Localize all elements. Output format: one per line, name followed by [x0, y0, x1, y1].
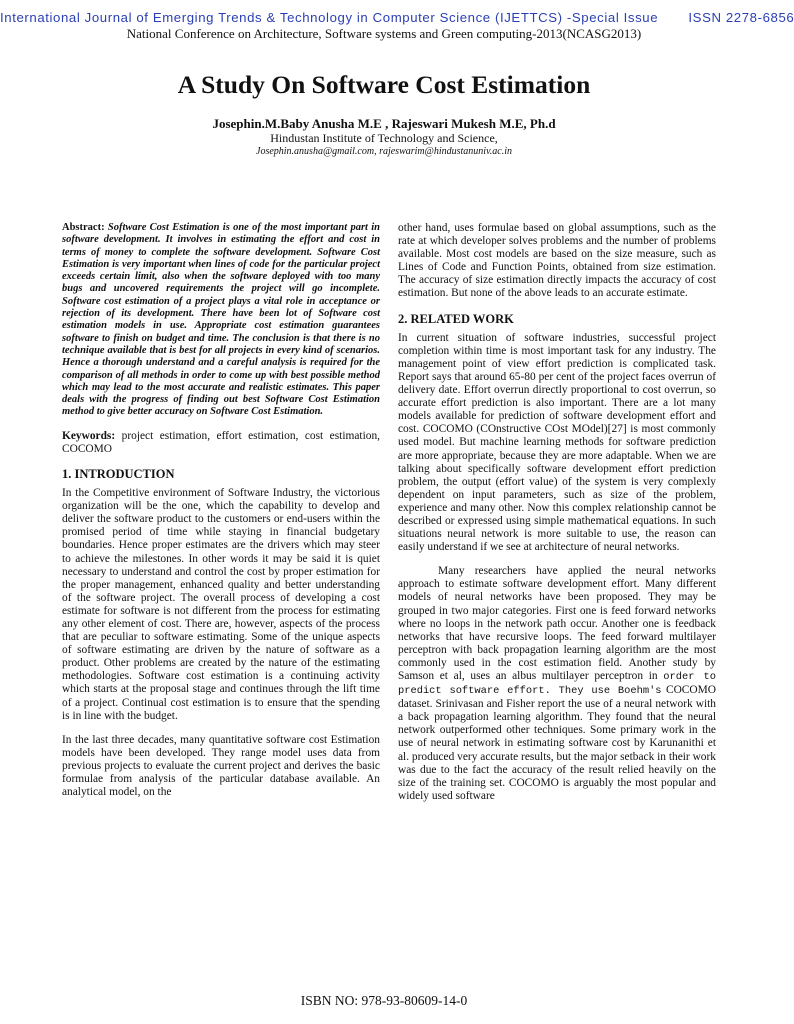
introduction-paragraph-1: In the Competitive environment of Software Industry, the victorious organization will be the one, which the capability to develop and deliver the software product to the customers or end-users within the promised period of time while staying in financial budgetary boundaries. Hence proper estimates are the drivers which may steer to achieve the milestones. In other words it may be said it is quiet necessary to understand and control the cost by proper estimation for the proper management, enhanced quality and better understanding of the software project. The overall process of developing a cost estimate for software is not different from the process for estimating any other element of cost. There are, however, aspects of the process that are peculiar to software estimating. Some of the unique aspects of software estimating are driven by the nature of software as a product. Other problems are created by the nature of the estimating methodologies. Software cost estimation is a continuing activity which starts at the proposal stage and continues through the lift time of a project. Continual cost estimation is to ensure that the spending is in line with the budget.: [62, 487, 380, 722]
conference-line: National Conference on Architecture, Software systems and Green computing-2013(NCASG2013): [126, 26, 642, 41]
right-column: [398, 222, 716, 814]
left-column: [62, 222, 380, 810]
introduction-paragraph-2: In the last three decades, many quantitative software cost Estimation models have been developed. They range model uses data from previous projects to evaluate the current project and derives the basic formulae from analysis of the particular database available. An analytical model, on the: [62, 733, 380, 799]
issn-label: ISSN 2278-6856: [688, 10, 794, 25]
introduction-heading: 1. INTRODUCTION: [62, 466, 175, 481]
abstract-text: Software Cost Estimation is one of the most important part in software development. It involves in estimating the effort and cost in terms of money to complete the software development. Software Cost Estimation is very important when lines of code for the particular project exceeds certain limit, also when the software deployed with too many bugs and uncovered requirements the project will go incomplete. Software cost estimation of a project plays a vital role in acceptance or rejection of its development. There have been lot of Software cost estimation models in use. Appropriate cost estimation guarantees software to finish on budget and time. The conclusion is that there is no technique available that is best for all projects in every kind of scenarios. Hence a thorough understand and a careful analysis is required for the comparison of all methods in order to come up with best possible method which may lead to the most accurate and realistic estimates. This paper deals with the progress of finding out best Software Cost Estimation method to give better accuracy on Software Cost Estimation.: [62, 222, 381, 418]
keywords-label: Keywords:: [62, 429, 116, 442]
related-work-paragraph-1: In current situation of software industries, successful project completion within time is most important task for any industry. The management point of view effort prediction is complicated task. Report says that around 65-80 per cent of the project faces overrun of delivery date. Effort overrun directly proportional to cost overrun, so accurate effort prediction is also important. There are a lot many models available for prediction of software development effort and cost. COCOMO (COnstructive COst MOdel)[27] is most commonly used model. But machine learning methods for software prediction are more appropriate, because they are more adaptable. When we are talking about specifically software development effort prediction problem, the output (effort value) of the system is very complexly dependent on input parameters, such as size of the problem, experience and many other. Now this complex relationship cannot be described or expressed using simple mathematical equations. In such situations neural network is more suitable to use, the reason can easily understand if we see at architecture of neural networks.: [398, 331, 716, 554]
related-work-text-a: Many researchers have applied the neural networks approach to estimate software development effort. Many different models of neural networks have been proposed. They may be grouped in two major categories. First one is feed forward networks where no loops in the network path occur. Another one is feedback networks that have recursive loops. The feed forward multilayer perceptron with back propagation learning algorithm are the most commonly used in the cost estimation field. Another study by Samson et al, uses an albus multilayer perceptron in: [398, 565, 716, 682]
introduction-continued: other hand, uses formulae based on global assumptions, such as the rate at which developer solves problems and the number of problems available. Most cost models are based on the size measure, such as Lines of Code and Function Points, obtained from size estimation. The accuracy of size estimation directly impacts the accuracy of cost estimation. But none of the above leads to an accurate estimate.: [398, 222, 716, 300]
keywords: [62, 430, 380, 456]
affiliation: Hindustan Institute of Technology and Science,: [270, 131, 498, 145]
related-work-text-b: COCOMO dataset. Srinivasan and Fisher report the use of a neural network with a back propagation learning algorithm. They found that the neural network outperformed other techniques. Some primary work in the use of neural network in estimating software cost by Karunanithi et al. produced very accurate results, but the major setback in their work was due to the fact the accuracy of the result relied heavily on the size of the training set. COCOMO is arguably the most popular and widely used software: [398, 684, 716, 802]
journal-name: International Journal of Emerging Trends & Technology in Computer Science (IJETTCS) -Special Issue: [0, 10, 659, 25]
abstract-label: Abstract:: [62, 222, 105, 233]
authors: Josephin.M.Baby Anusha M.E , Rajeswari Mukesh M.E, Ph.d: [212, 116, 556, 131]
related-work-mono-text: order to predict software effort. They use Boehm's: [398, 671, 716, 698]
paper-title: A Study On Software Cost Estimation: [177, 70, 591, 99]
isbn-footer: ISBN NO: 978-93-80609-14-0: [300, 993, 468, 1008]
abstract: [62, 222, 380, 419]
related-work-heading: 2. RELATED WORK: [398, 311, 514, 326]
keywords-text: project estimation, effort estimation, cost estimation, COCOMO: [62, 429, 380, 455]
journal-header: [0, 10, 794, 25]
author-emails: Josephin.anusha@gmail.com, rajeswarim@hindustanuniv.ac.in: [256, 146, 512, 157]
related-work-paragraph-2: [398, 565, 716, 803]
